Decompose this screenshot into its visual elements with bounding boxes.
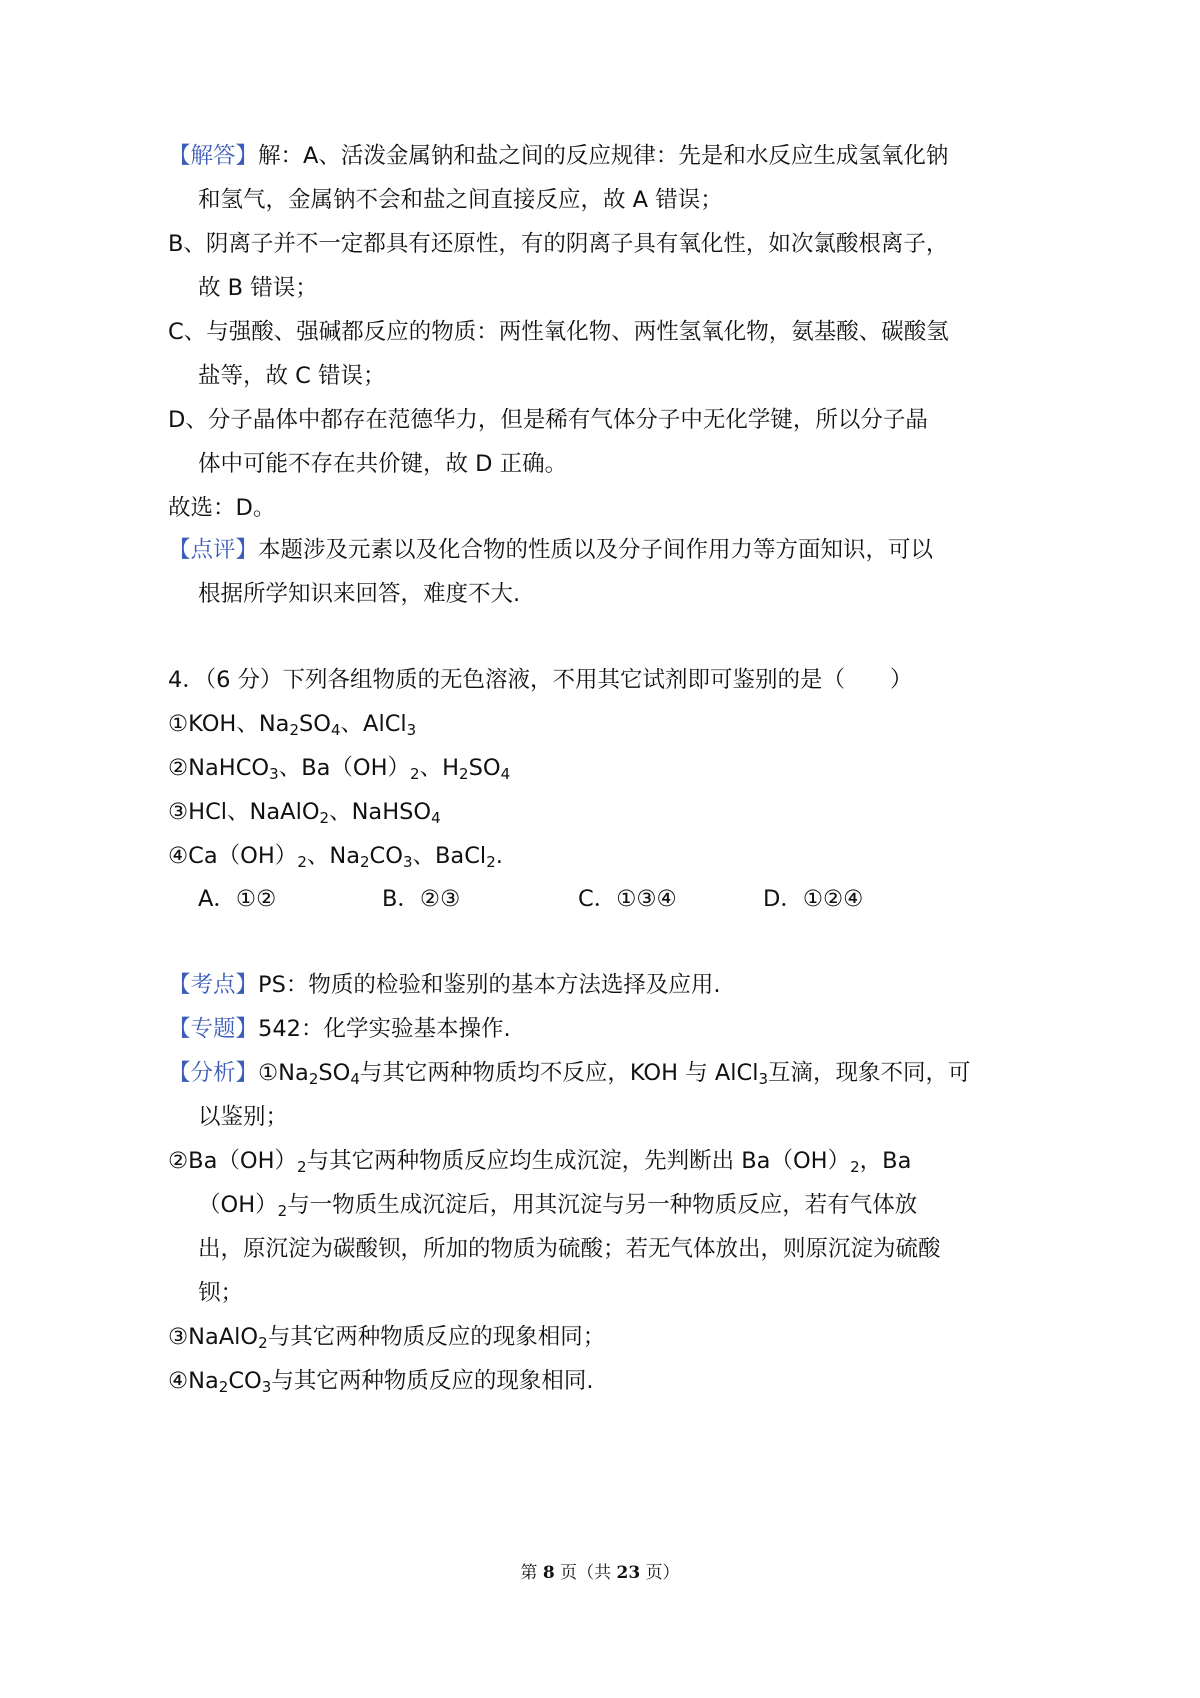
- answer-line-7: D、分子晶体中都存在范德华力，但是稀有气体分子中无化学键，所以分子晶: [168, 407, 928, 433]
- answer-line-1: 【解答】解：A、活泼金属钠和盐之间的反应规律：先是和水反应生成氢氧化钠: [168, 143, 949, 169]
- zhuanti-line: 【专题】542：化学实验基本操作.: [168, 1016, 511, 1042]
- answer-line-3: B、阴离子并不一定都具有还原性，有的阴离子具有氧化性，如次氯酸根离子，: [168, 231, 949, 257]
- fenxi-line-6: 钡；: [198, 1280, 244, 1306]
- option-c: C．①③④: [578, 886, 677, 912]
- page-total: 23: [616, 1563, 641, 1583]
- fenxi-line-2: 以鉴别；: [198, 1104, 289, 1130]
- question-group-1: ①KOH、$Na_2SO_4$、AlCl$_3$: [168, 711, 417, 739]
- answer-line-9: 故选：D。: [168, 495, 276, 521]
- fenxi-line-7: ③NaAlO$_2$与其它两种物质反应的现象相同；: [168, 1324, 606, 1352]
- answer-line-4: 故 B 错误；: [198, 275, 318, 301]
- answer-line-2: 和氢气，金属钠不会和盐之间直接反应，故 A 错误；: [198, 187, 723, 213]
- option-d: D．①②④: [763, 886, 864, 912]
- question-group-2: ②NaHCO$_3$、$Ba(OH)_2$、$H_2SO_4$: [168, 755, 511, 783]
- question-stem: 4．（6 分）下列各组物质的无色溶液，不用其它试剂即可鉴别的是（ ）: [168, 667, 913, 693]
- fenxi-tag: 【分析】: [168, 1060, 259, 1086]
- page-footer: 第 8 页（共 23 页）: [520, 1563, 680, 1583]
- fenxi-line-8: $④Na_2CO_3$与其它两种物质反应的现象相同.: [168, 1368, 594, 1396]
- answer-tag: 【解答】: [168, 143, 259, 169]
- option-b: B．②③: [382, 886, 461, 912]
- answer-line-8: 体中可能不存在共价键，故 D 正确。: [198, 451, 568, 477]
- kaodian-tag: 【考点】: [168, 972, 259, 998]
- page-number: 8: [542, 1563, 555, 1583]
- fenxi-line-5: 出，原沉淀为碳酸钡，所加的物质为硫酸；若无气体放出，则原沉淀为硫酸: [198, 1236, 941, 1262]
- question-group-4: $④Ca(OH)_2$、$Na_2CO_3$、BaCl$_2$.: [168, 843, 503, 871]
- comment-line-1: 【点评】本题涉及元素以及化合物的性质以及分子间作用力等方面知识，可以: [168, 537, 934, 563]
- option-a: A．①②: [198, 886, 277, 912]
- fenxi-line-1: 【分析】$①Na_2SO_4$与其它两种物质均不反应，KOH 与 AlCl$_3$互滴，现象不同，可: [168, 1060, 971, 1088]
- comment-line-2: 根据所学知识来回答，难度不大.: [198, 581, 521, 607]
- answer-line-6: 盐等，故 C 错误；: [198, 363, 386, 389]
- fenxi-line-3: $②Ba(OH)_2$与其它两种物质反应均生成沉淀，先判断出 $Ba(OH)_2$，Ba: [168, 1148, 912, 1176]
- answer-line-5: C、与强酸、强碱都反应的物质：两性氧化物、两性氢氧化物，氨基酸、碳酸氢: [168, 319, 949, 345]
- fenxi-line-4: $(OH)_2$与一物质生成沉淀后，用其沉淀与另一种物质反应，若有气体放: [198, 1192, 918, 1220]
- question-group-3: ③HCl、NaAlO$_2$、NaHSO$_4$: [168, 799, 441, 827]
- kaodian-line: 【考点】PS：物质的检验和鉴别的基本方法选择及应用.: [168, 972, 721, 998]
- comment-tag: 【点评】: [168, 537, 259, 563]
- zhuanti-tag: 【专题】: [168, 1016, 259, 1042]
